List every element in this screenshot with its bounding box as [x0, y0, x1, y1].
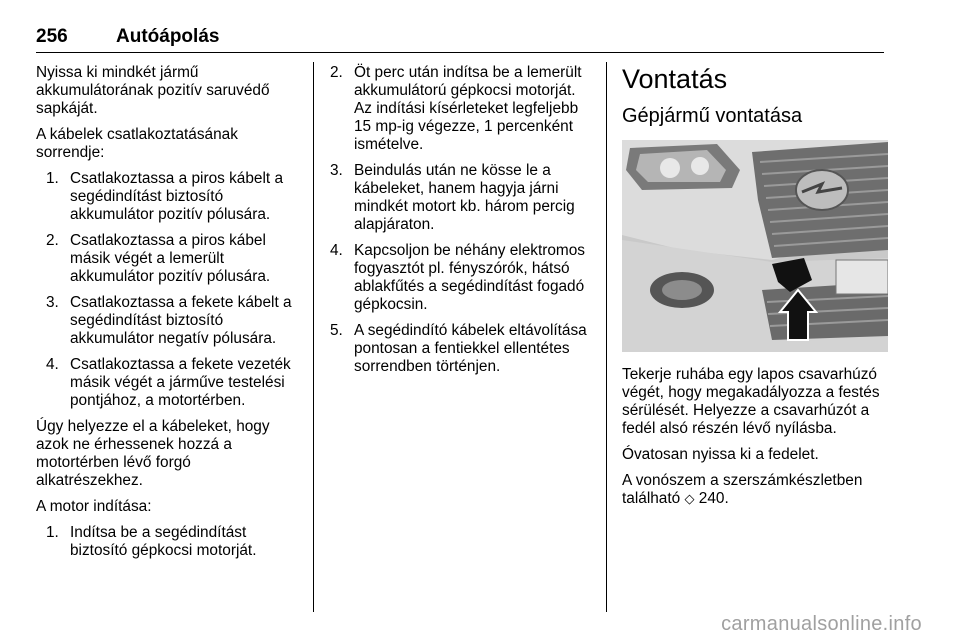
column-divider — [606, 62, 607, 612]
list-item: 1. Indítsa be a segédindítást biztosító gépkocsi motorját. — [46, 524, 257, 559]
page-reference-link[interactable]: 240. — [698, 490, 729, 507]
page-header — [36, 26, 884, 53]
chapter-title: Autóápolás — [116, 26, 220, 47]
car-front-illustration — [622, 140, 888, 352]
list-item: 4. Kapcsoljon be néhány elektromos fogyasztót pl. fényszórók, hátsó ablakfűtés a segédindítást fogadó gépkocsin. — [330, 242, 586, 313]
list-item: 2. Öt perc után indítsa be a lemerült akkumulátorú gépkocsi motorját. Az indítási kísérleteket legfeljebb 15 mp-ig végezze, 1 percenként ismételve. — [330, 64, 582, 153]
list-item: 2. Csatlakoztassa a piros kábel másik végét a lemerült akkumulátor pozitív pólusára. — [46, 232, 271, 285]
paragraph: A kábelek csatlakoztatásának sorrendje: — [36, 126, 238, 161]
list-item: 3. Csatlakoztassa a fekete kábelt a segédindítást biztosító akkumulátor negatív pólusára. — [46, 294, 292, 347]
list-item: 3. Beindulás után ne kösse le a kábeleket, hanem hagyja járni mindkét motort kb. három percig alapjáraton. — [330, 162, 575, 233]
paragraph-text: A vonószem a szerszámkészletben található — [622, 472, 863, 507]
section-subheading: Gépjármű vontatása — [622, 105, 803, 127]
paragraph: Nyissa ki mindkét jármű akkumulátorának pozitív saruvédő sapkáját. — [36, 64, 270, 117]
list-item: 4. Csatlakoztassa a fekete vezeték másik végét a járműve testelési pontjához, a motortérben. — [46, 356, 291, 409]
column-middle — [330, 64, 596, 384]
start-steps-list-continued — [330, 64, 596, 376]
paragraph: Óvatosan nyissa ki a fedelet. — [622, 446, 819, 463]
paragraph — [622, 472, 888, 508]
list-item: 1. Csatlakoztassa a piros kábelt a segédindítást biztosító akkumulátor pozitív pólusára. — [46, 170, 284, 223]
list-item: 5. A segédindító kábelek eltávolítása pontosan a fentiekkel ellentétes sorrendben történjen. — [330, 322, 587, 375]
connection-steps-list — [36, 170, 298, 410]
column-left — [36, 64, 298, 568]
section-heading: Vontatás — [622, 64, 728, 94]
column-divider — [313, 62, 314, 612]
start-steps-list — [36, 524, 298, 560]
paragraph: Úgy helyezze el a kábeleket, hogy azok ne érhessenek hozzá a motortérben lévő forgó alkatrészekhez. — [36, 418, 270, 489]
watermark: carmanualsonline.info — [721, 613, 922, 635]
paragraph: Tekerje ruhába egy lapos csavarhúzó végét, hogy megakadályozza a festés sérülését. Helyezze a csavarhúzót a fedél alsó részén lévő nyílásba. — [622, 366, 880, 437]
page-reference-icon: ◇ — [684, 491, 695, 506]
car-front-illustration-svg — [622, 140, 888, 352]
page-number: 256 — [36, 26, 68, 47]
column-right — [622, 64, 888, 516]
paragraph: A motor indítása: — [36, 498, 152, 515]
